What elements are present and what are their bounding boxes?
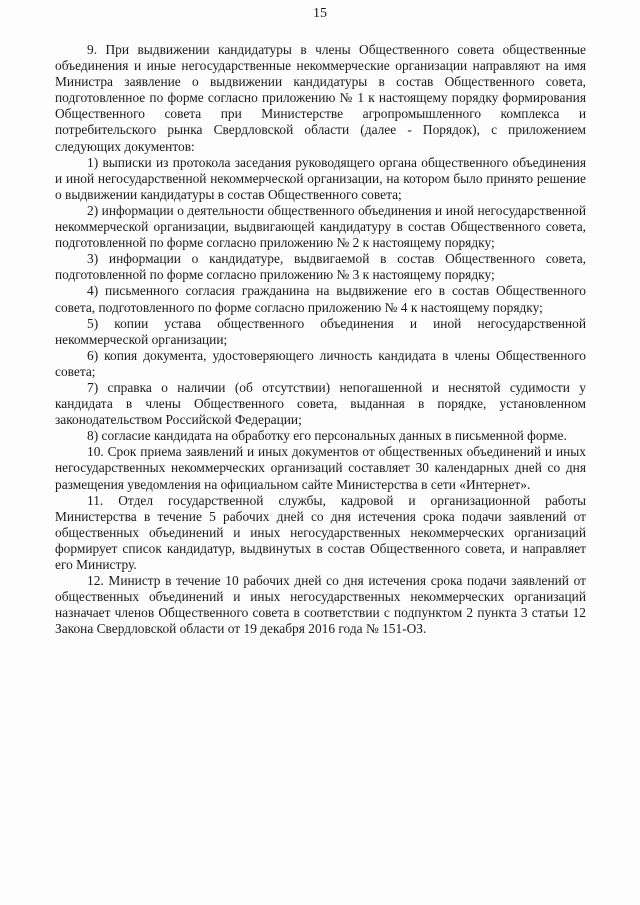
list-item-5: 5) копии устава общественного объединения и иной негосударственной некоммерческой организации; bbox=[55, 315, 586, 347]
list-item-3: 3) информации о кандидатуре, выдвигаемой в состав Общественного совета, подготовленной по форме согласно приложению № 3 к настоящему порядку; bbox=[55, 251, 586, 283]
list-item-7: 7) справка о наличии (об отсутствии) непогашенной и неснятой судимости у кандидата в члены Общественного совета, выданная в порядке, установленном законодательством Российской Федерации; bbox=[55, 379, 586, 428]
list-item-2: 2) информации о деятельности общественного объединения и иной негосударственной некоммерческой организации, выдвигающей кандидатуру в состав Общественного совета, подготовленной по форме согласно приложению № 2 к настоящему порядку; bbox=[55, 202, 586, 251]
paragraph-12: 12. Министр в течение 10 рабочих дней со дня истечения срока подачи заявлений от общественных объединений и иных негосударственных некоммерческих организаций назначает членов Общественного совета в соответствии с подпунктом 2 пункта 3 статьи 12 Закона Свердловской области от 19 декабря 2016 года № 151-ОЗ. bbox=[55, 573, 586, 637]
document-body bbox=[55, 42, 586, 637]
page-number: 15 bbox=[313, 6, 327, 21]
list-item-4: 4) письменного согласия гражданина на выдвижение его в состав Общественного совета, подготовленного по форме согласно приложению № 4 к настоящему порядку; bbox=[55, 283, 586, 315]
paragraph-11: 11. Отдел государственной службы, кадровой и организационной работы Министерства в течение 5 рабочих дней со дня истечения срока подачи заявлений от общественных объединений и иных негосударственных некоммерческих организаций формирует список кандидатур, выдвинутых в состав Общественного совета, и направляет его Министру. bbox=[55, 492, 586, 572]
paragraph-10: 10. Срок приема заявлений и иных документов от общественных объединений и иных негосударственных некоммерческих организаций составляет 30 календарных дней со дня размещения уведомления на официальном сайте Министерства в сети «Интернет». bbox=[55, 444, 586, 492]
list-item-1: 1) выписки из протокола заседания руководящего органа общественного объединения и иной негосударственной некоммерческой организации, на котором было принято решение о выдвижении кандидатуры в состав Общественного совета; bbox=[55, 154, 586, 202]
list-item-6: 6) копия документа, удостоверяющего личность кандидата в члены Общественного совета; bbox=[55, 347, 586, 379]
paragraph-9: 9. При выдвижении кандидатуры в члены Общественного совета общественные объединения и иные негосударственные некоммерческие организации направляют на имя Министра заявление о выдвижении кандидатуры в состав Общественного совета, подготовленное по форме согласно приложению № 1 к настоящему порядку формирования Общественного совета при Министерстве агропромышленного комплекса и потребительского рынка Свердловской области (далее - Порядок), с приложением следующих документов: bbox=[55, 42, 586, 154]
list-item-8: 8) согласие кандидата на обработку его персональных данных в письменной форме. bbox=[87, 428, 567, 444]
